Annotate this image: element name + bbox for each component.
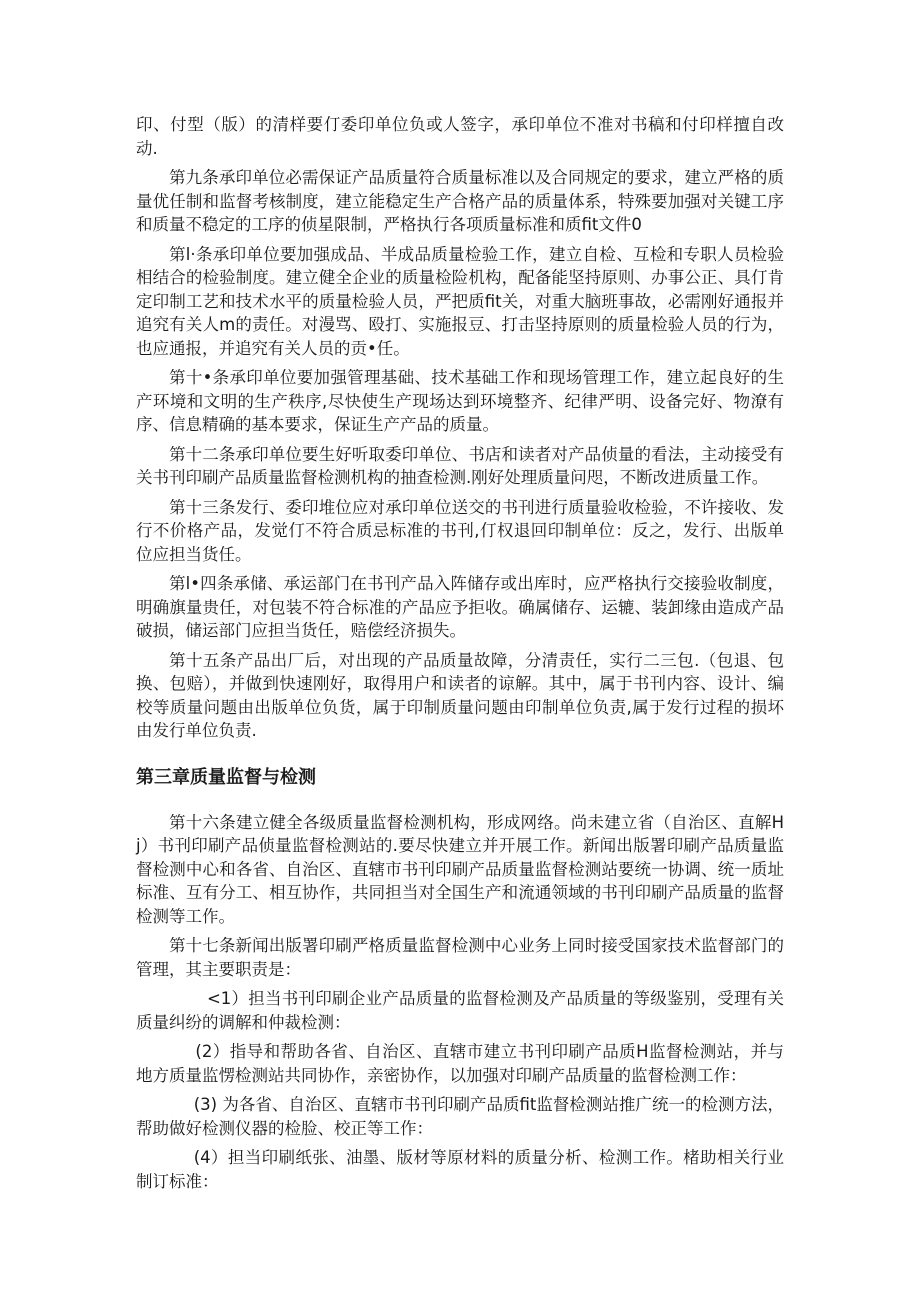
list-item-4: (4）担当印刷纸张、油墨、版材等原材料的质量分析、检测工作。楮助相关行业制订标准： — [136, 1148, 784, 1191]
paragraph-article-14: 第l•四条承储、承运部门在书刊产品入阵储存或出库时，应严格执行交接验收制度，明确旗量贵任，对包装不符合标准的产品应予拒收。确属储存、运辘、装卸缘由造成产品破损，储运部门应担当货任，赔偿经济损失。 — [136, 574, 784, 640]
paragraph-article-10: 第l·条承印单位要加强成品、半成品质量检验工作，建立自检、互检和专职人员检验相结合的检验制度。建立健全企业的质量检险机构，配备能坚持原则、办事公正、具仃肯定印制工艺和技术水平的质量检验人员，严把质fit关，对重大脑班事故，必需刚好通报并追究有关人m的责任。对漫骂、殴打、实施报豆、打击坚持原则的质量检验人员的行为，也应通报，并追究有关人员的贡•任。 — [136, 244, 784, 358]
paragraph-article-17: 第十七条新闻出版署印刷严格质量监督检测中心业务上同时接受国家技术监督部门的管理，其主要职责是： — [136, 936, 784, 979]
chapter-heading: 第三章质量监督与检测 — [136, 766, 316, 788]
list-item-3: (3) 为各省、自治区、直辖市书刊印刷产品质fit监督检测站推广统一的检测方法，帮助做好检测仪器的检脸、校正等工作： — [136, 1095, 784, 1138]
paragraph-article-15: 第十五条产品出厂后，对出现的产品质量故障，分清责任，实行二三包.（包退、包换、包赔），并做到快速刚好，取得用户和读者的谅解。其中，属于书刊内容、设计、编校等质量问题由出版单位负货，属于印制质量问题由印制单位负责,属于发行过程的损坏由发行单位负责. — [136, 650, 784, 740]
paragraph-article-13: 第十三条发行、委印堆位应对承印单位送交的书刊进行质量验收检验，不许接收、发行不价格产品，发觉仃不符合质忌标准的书刊,仃权退回印制单位：反之，发行、出版单位应担当货任。 — [136, 497, 784, 564]
document-page — [136, 113, 784, 1199]
paragraph-continuation: 印、付型（版）的清样要仃委印单位负或人签字，承印单位不准对书稿和付印样擅自改动. — [136, 115, 784, 158]
list-item-2: (2）指导和帮助各省、自治区、直辖市建立书刊印刷产品质H监督检测站，并与地方质量监愣检测站共同协作，亲密协作，以加强对印刷产品质量的监督检测工作： — [136, 1042, 784, 1085]
paragraph-article-12: 第十二条承印单位要生好听取委印单位、书店和读者对产品侦量的看法，主动接受有关书刊印刷产品质量监督检测机构的抽查检测.刚好处理质量问咫，不断改进质量工作。 — [136, 444, 784, 487]
paragraph-article-11: 第十•条承印单位要加强管理基础、技术基础工作和现场管理工作，建立起良好的生产环境和文明的生产秩序,尽快使生产现场达到环境整齐、纪律严明、设备完好、物潦有序、信息精确的基本要求，保证生产产品的质量。 — [136, 368, 784, 434]
list-item-1: <1）担当书刊印刷企业产品质量的监督检测及产品质量的等级鉴别，受理有关质量纠纷的调解和仲裁检测： — [136, 989, 784, 1032]
paragraph-article-16: 第十六条建立健全各级质量监督检测机构，形成网络。尚未建立省（自治区、直解Hj）书刊印刷产品侦量监督检测站的.要尽快建立并开展工作。新闻出版署印刷产品质量监督检测中心和各省、自治区、直辖市书刊印刷产品质量监督检测站要统一协调、统一质址标准、互有分工、相互协作，共同担当对全国生产和流通领域的书刊印刷产品质量的监督检测等工作。 — [136, 812, 784, 926]
paragraph-article-9: 第九条承印单位必需保证产品质量符合质量标准以及合同规定的要求，建立严格的质量优任制和监督考核制度，建立能稳定生产合格产品的质量体系，特殊要加强对关键工序和质量不稳定的工序的侦星限制，严格执行各项质量标准和质fit文件0 — [136, 168, 784, 234]
